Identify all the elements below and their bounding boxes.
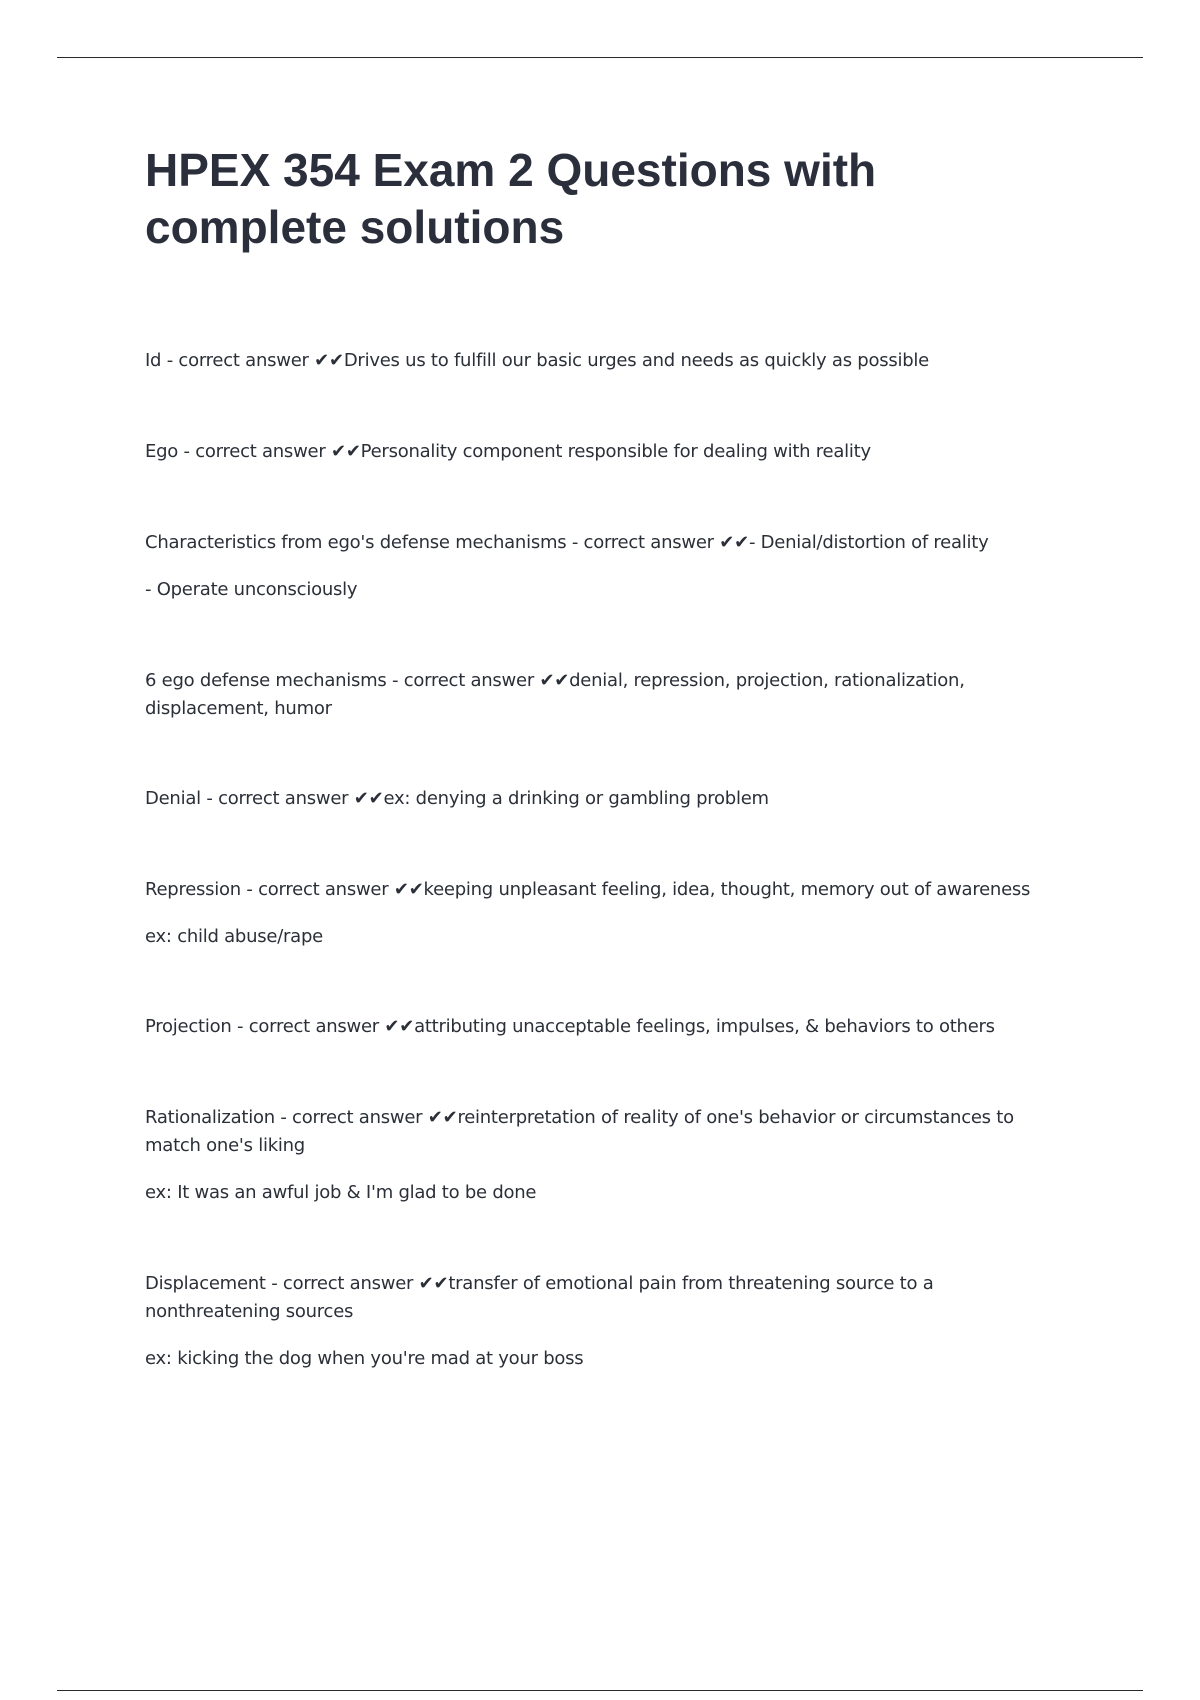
document-title: HPEX 354 Exam 2 Questions with complete solutions (145, 144, 877, 253)
qa-text: 6 ego defense mechanisms - correct answer ✔✔denial, repression, projection, rationalization, displacement, humor (145, 670, 965, 719)
bottom-rule (57, 1690, 1143, 1691)
qa-text: Ego - correct answer ✔✔Personality component responsible for dealing with reality (145, 441, 871, 462)
qa-text: Id - correct answer ✔✔Drives us to fulfill our basic urges and needs as quickly as possible (145, 350, 930, 371)
qa-extra-text: - Operate unconsciously (145, 579, 358, 600)
qa-entry-ego (145, 438, 1065, 466)
qa-entry-repression (145, 876, 1065, 951)
qa-entry-denial (145, 785, 1065, 813)
qa-extra-text: ex: It was an awful job & I'm glad to be done (145, 1182, 537, 1203)
qa-entry-projection (145, 1013, 1065, 1041)
qa-entry-six-mechanisms (145, 667, 1065, 723)
qa-extra-text: ex: kicking the dog when you're mad at your boss (145, 1348, 584, 1369)
qa-entry-rationalization (145, 1104, 1065, 1207)
qa-text: Repression - correct answer ✔✔keeping unpleasant feeling, idea, thought, memory out of awareness (145, 879, 1031, 900)
qa-entry-id (145, 347, 1065, 375)
qa-text: Characteristics from ego's defense mechanisms - correct answer ✔✔- Denial/distortion of reality (145, 532, 989, 553)
qa-text: Projection - correct answer ✔✔attributing unacceptable feelings, impulses, & behaviors to others (145, 1016, 995, 1037)
qa-text: Denial - correct answer ✔✔ex: denying a drinking or gambling problem (145, 788, 769, 809)
qa-extra-text: ex: child abuse/rape (145, 926, 323, 947)
qa-entry-characteristics (145, 529, 1065, 604)
qa-text: Displacement - correct answer ✔✔transfer of emotional pain from threatening source to a nonthreatening sources (145, 1273, 934, 1322)
top-rule (57, 57, 1143, 58)
qa-entry-displacement (145, 1270, 1065, 1373)
qa-text: Rationalization - correct answer ✔✔reinterpretation of reality of one's behavior or circumstances to match one's liking (145, 1107, 1014, 1156)
